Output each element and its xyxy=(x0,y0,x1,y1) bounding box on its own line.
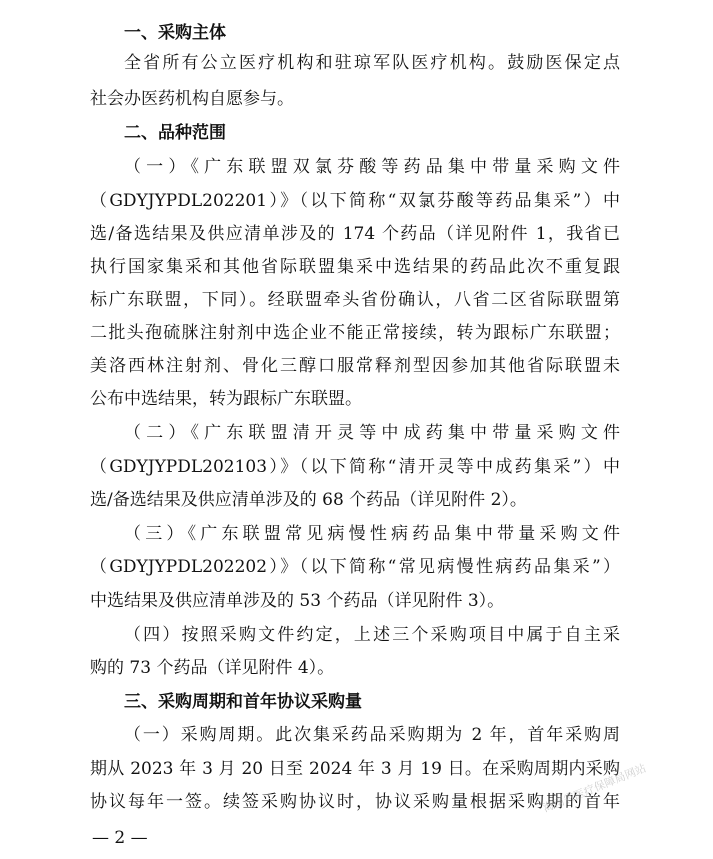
paragraph-line: （四）按照采购文件约定，上述三个采购项目中属于自主采 xyxy=(124,625,620,645)
paragraph-line: 选/备选结果及供应清单涉及的 174 个药品（详见附件 1，我省已 xyxy=(90,224,620,244)
paragraph-line: 购的 73 个药品（详见附件 4）。 xyxy=(90,658,335,678)
paragraph-line: 中选结果及供应清单涉及的 53 个药品（详见附件 3）。 xyxy=(90,591,505,611)
paragraph-line: 全省所有公立医疗机构和驻琼军队医疗机构。鼓励医保定点 xyxy=(124,53,620,73)
paragraph-line: 美洛西林注射剂、骨化三醇口服常释剂型因参加其他省际联盟未 xyxy=(90,356,620,376)
paragraph-line: （GDYJYPDL202103）》（以下简称“清开灵等中成药集采”）中 xyxy=(90,457,620,477)
paragraph-line: 社会办医药机构自愿参与。 xyxy=(90,89,294,109)
page-number: — 2 — xyxy=(92,828,148,848)
paragraph-line: （GDYJYPDL202202）》（以下简称“常见病慢性病药品集采”） xyxy=(90,557,620,577)
paragraph-line: 执行国家集采和其他省际联盟集采中选结果的药品此次不重复跟 xyxy=(90,257,620,277)
paragraph-line: 选/备选结果及供应清单涉及的 68 个药品（详见附件 2）。 xyxy=(90,490,527,510)
section-heading: 三、采购周期和首年协议采购量 xyxy=(124,692,362,712)
paragraph-line: （一）采购周期。此次集采药品采购期为 2 年，首年采购周 xyxy=(124,725,620,745)
paragraph-line: （三）《广东联盟常见病慢性病药品集中带量采购文件 xyxy=(124,524,620,544)
paragraph-line: （二）《广东联盟清开灵等中成药集中带量采购文件 xyxy=(124,423,620,443)
paragraph-line: 二批头孢硫脒注射剂中选企业不能正常接续，转为跟标广东联盟； xyxy=(90,323,620,343)
paragraph-line: （GDYJYPDL202201）》（以下简称“双氯芬酸等药品集采”）中 xyxy=(90,191,620,211)
paragraph-line: （一）《广东联盟双氯芬酸等药品集中带量采购文件 xyxy=(124,157,620,177)
section-heading: 一、采购主体 xyxy=(124,23,226,43)
paragraph-line: 协议每年一签。续签采购协议时，协议采购量根据采购期的首年 xyxy=(90,792,620,812)
paragraph-line: 标广东联盟，下同）。经联盟牵头省份确认，八省二区省际联盟第 xyxy=(90,290,620,310)
paragraph-line: 期从 2023 年 3 月 20 日至 2024 年 3 月 19 日。在采购周期内采购 xyxy=(90,759,620,779)
paragraph-line: 公布中选结果，转为跟标广东联盟。 xyxy=(90,389,362,409)
section-heading: 二、品种范围 xyxy=(124,123,226,143)
watermark: 海南省医疗保障局网站 xyxy=(541,761,648,815)
